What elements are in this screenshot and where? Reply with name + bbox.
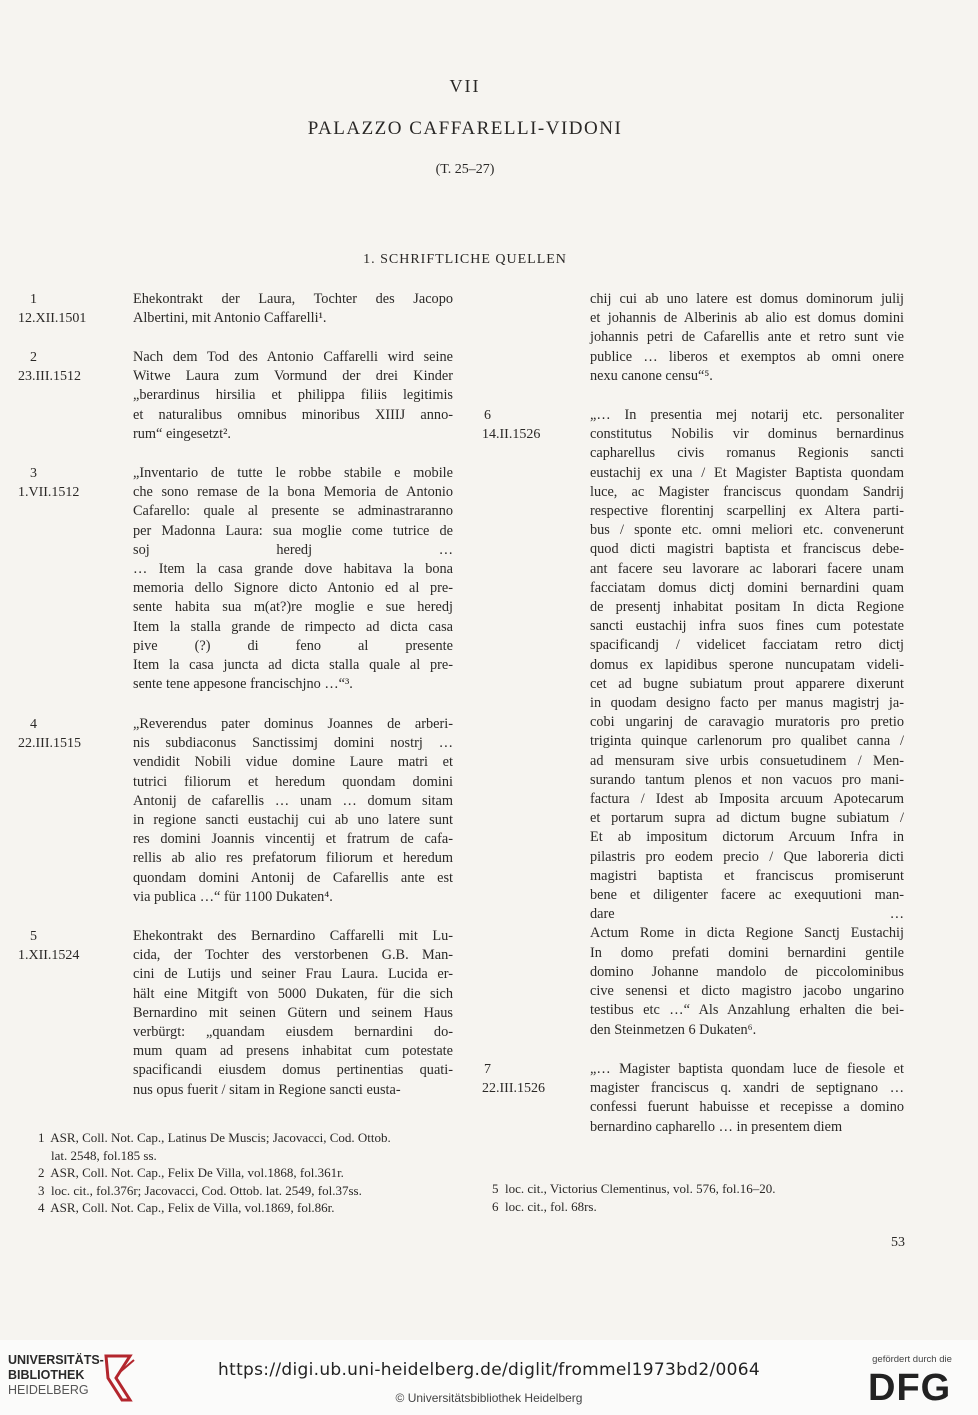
text-line: capharellus civis romanus Regionis sancti <box>590 445 904 462</box>
entry-text <box>133 290 453 328</box>
entry-date: 1.VII.1512 <box>18 485 80 500</box>
text-line: den Steinmetzen 6 Dukaten⁶. <box>590 1021 757 1038</box>
entry-text-continued <box>590 290 904 386</box>
entry-date: 12.XII.1501 <box>18 311 87 326</box>
text-line: facciatam domus dictj domini bernardini quam <box>590 579 904 596</box>
text-line: „… Magister baptista quondam luce de fiesole et <box>590 1061 904 1077</box>
entry-date: 14.II.1526 <box>482 427 541 442</box>
entry-date: 1.XII.1524 <box>18 948 80 963</box>
text-line: magister franciscus q. xandri de septignano … <box>590 1080 904 1097</box>
funding-note: gefördert durch die <box>872 1354 952 1365</box>
text-line: nexu canone censu“⁵. <box>590 367 713 384</box>
footnotes-left <box>38 1129 458 1217</box>
text-line: bene et diligenter facere ac exequutioni man- <box>590 887 904 904</box>
text-line: in quodam designo facto per manus magistrj ja- <box>590 695 904 712</box>
text-line: Item la casa juncta ad dicta stalla quale al pre- <box>133 657 453 674</box>
entry-text <box>590 406 904 1040</box>
text-line: … Item la casa grande dove habitava la bona <box>133 561 453 578</box>
entry-text <box>590 1060 904 1137</box>
footnote: 1 ASR, Coll. Not. Cap., Latinus De Muscis; Jacovacci, Cod. Ottob. <box>38 1130 391 1145</box>
text-line: via publica …“ für 1100 Dukaten⁴. <box>133 888 333 905</box>
footnotes-right <box>492 1180 912 1215</box>
text-line: sente tene appesone francischjno …“³. <box>133 676 353 693</box>
text-line: ad mensuram sive urbis consuetudinem / Men- <box>590 752 904 769</box>
footnote: 6 loc. cit., fol. 68rs. <box>492 1198 597 1214</box>
library-name-line: HEIDELBERG <box>8 1383 89 1397</box>
text-line: luce, ac Magister franciscus quondam Sandrij <box>590 483 904 500</box>
text-line: pilastris pro eodem precio / Que laboreria dicti <box>590 848 904 865</box>
library-name-line: BIBLIOTHEK <box>8 1368 85 1382</box>
text-line: Ehekontrakt des Bernardino Caffarelli mit Lu- <box>133 928 453 944</box>
plate-reference: (T. 25–27) <box>435 162 495 177</box>
text-line: pive (?) di feno al presente <box>133 637 453 654</box>
text-line: cini de Lutijs und seiner Frau Laura. Lucida er- <box>133 966 453 983</box>
text-line: spacificandj / videlicet facciatam retro dictj <box>590 637 904 654</box>
text-line: chij cui ab uno latere est domus dominorum julij <box>590 291 904 307</box>
text-line: Albertini, mit Antonio Caffarelli¹. <box>133 310 327 327</box>
section-heading: 1. SCHRIFTLICHE QUELLEN <box>363 252 567 267</box>
text-line: Bernardino mit seinen Gütern und seinem Haus <box>133 1004 453 1021</box>
text-line: „Reverendus pater dominus Joannes de arberi- <box>133 716 453 732</box>
footnote: 5 loc. cit., Victorius Clementinus, vol. 576, fol.16–20. <box>492 1181 776 1196</box>
text-line: bus / sponte etc. omni meliori etc. convenerunt <box>590 522 904 539</box>
text-line: cida, der Tochter des verstorbenen G.B. Man- <box>133 947 453 964</box>
text-line: cobi ungarinj de caravagio muratoris pro pretio <box>590 714 904 731</box>
text-line: domus ex lapidibus sperone nuncupatam videli- <box>590 656 904 673</box>
entry-date: 22.III.1526 <box>482 1081 545 1096</box>
text-line: soj heredj … <box>133 541 453 558</box>
text-line: cive senensi et dicto magistro jacobo ungarino <box>590 983 904 1000</box>
text-line: vendidit Nobili vidue domine Laure matri et <box>133 754 453 771</box>
text-line: mum quam ad presens inhabitat cum potestate <box>133 1043 453 1060</box>
text-line: ant facere seu lavorare ac laborari facere unam <box>590 560 904 577</box>
text-line: constitutus Nobilis vir dominus bernardinus <box>590 426 904 443</box>
text-line: hält eine Mitgift von 5000 Dukaten, für die sich <box>133 985 453 1002</box>
text-line: domino Johanne mandolo de piccolominibus <box>590 963 904 980</box>
footnote: 2 ASR, Coll. Not. Cap., Felix De Villa, vol.1868, fol.361r. <box>38 1165 344 1180</box>
text-line: sente habita sua m(at?)re moglie e sue heredj <box>133 599 453 616</box>
text-line: Cafarello: quale al presente se adminastraranno <box>133 503 453 520</box>
footnote: 3 loc. cit., fol.376r; Jacovacci, Cod. Ottob. lat. 2549, fol.37ss. <box>38 1182 362 1198</box>
entry-text <box>133 715 453 907</box>
page-number: 53 <box>891 1235 905 1250</box>
text-line: triginta quinque carlenorum pro qualibet canna / <box>590 733 904 750</box>
text-line: cet ad bugne subiatum prout apparere dixerunt <box>590 675 904 692</box>
text-line: „Inventario de tutte le robbe stabile e mobile <box>133 465 453 481</box>
text-line: In domo prefati domini bernardini gentile <box>590 944 904 961</box>
text-line: „… In presentia mej notarij etc. personaliter <box>590 407 904 423</box>
text-line: che sono remase de la bona Memoria de Antonio <box>133 484 453 501</box>
entry-number: 4 <box>30 717 37 732</box>
text-line: dare … <box>590 906 904 923</box>
entry-date: 22.III.1515 <box>18 736 81 751</box>
text-line: Item la stalla grande de rimpecto ad dicta casa <box>133 618 453 635</box>
text-line: Et ab impositum dictorum Arcuum Infra in <box>590 829 904 846</box>
text-line: rum“ eingesetzt². <box>133 425 231 442</box>
permalink-url[interactable]: https://digi.ub.uni-heidelberg.de/diglit/frommel1973bd2/0064 <box>218 1360 760 1380</box>
text-line: spacificandi eiusdem domus pertinentias quati- <box>133 1062 453 1079</box>
text-line: verbürgt: „quandam eiusdem bernardini do- <box>133 1024 453 1041</box>
entry-number: 7 <box>484 1062 491 1077</box>
chapter-title: PALAZZO CAFFARELLI-VIDONI <box>307 118 623 139</box>
entry-number: 5 <box>30 929 37 944</box>
text-line: factura / Idest ab Imposita arcuum Apotecarum <box>590 791 904 808</box>
text-line: testibus etc …“ Als Anzahlung erhalten die bei- <box>590 1002 904 1019</box>
entry-text <box>133 464 453 694</box>
text-line: quod dicti magistri baptista et franciscus debe- <box>590 541 904 558</box>
text-line: eustachij ex una / Et Magister Baptista quondam <box>590 464 904 481</box>
dfg-logo: DFG <box>868 1367 952 1409</box>
entry-number: 6 <box>484 408 491 423</box>
copyright-notice: © Universitätsbibliothek Heidelberg <box>395 1391 583 1405</box>
text-line: tutrici filiorum et heredum quondam domini <box>133 773 453 790</box>
text-line: confessi fuerunt habuisse et recepisse a domino <box>590 1099 904 1116</box>
text-line: Witwe Laura zum Vormund der drei Kinder <box>133 368 453 385</box>
text-line: et johannis de Alberinis ab alio est domus domini <box>590 310 904 327</box>
text-line: de presentj inhabitat positam In dicta Regione <box>590 599 904 616</box>
footnote: 4 ASR, Coll. Not. Cap., Felix de Villa, vol.1869, fol.86r. <box>38 1200 335 1215</box>
chapter-number: VII <box>449 76 481 96</box>
entry-number: 3 <box>30 466 37 481</box>
entry-number: 1 <box>30 292 37 307</box>
text-line: Actum Rome in dicta Regione Sanctj Eustachij <box>590 925 904 942</box>
entry-text <box>133 927 453 1100</box>
text-line: nus opus fuerit / sitam in Regione sancti eusta- <box>133 1081 401 1098</box>
text-line: quondam domini Antonij de Cafarellis ante est <box>133 869 453 886</box>
text-line: sancti eustachij infra suos fines cum potestate <box>590 618 904 635</box>
text-line: magistri baptista et franciscus promiserunt <box>590 867 904 884</box>
footnote: lat. 2548, fol.185 ss. <box>38 1147 157 1163</box>
text-line: respective florentinj scarpellinj ex Altera parti- <box>590 503 904 520</box>
text-line: memoria dello Signore dicto Antonio ed al pre- <box>133 580 453 597</box>
text-line: et naturalibus omnibus minoribus XIIIJ anno- <box>133 406 453 423</box>
entry-number: 2 <box>30 350 37 365</box>
text-line: johannis petri de Cafarellis ante et retro sunt vie <box>590 329 904 346</box>
text-line: in regione sancti eustachij cui ab uno latere sunt <box>133 812 453 829</box>
entry-text <box>133 348 453 444</box>
text-line: res domini Joannis vincentij et fratrum de cafa- <box>133 831 453 848</box>
library-name-line: UNIVERSITÄTS- <box>8 1353 104 1367</box>
text-line: rellis ab alio res prefatorum filiorum et heredum <box>133 850 453 867</box>
text-line: surando tantum plenos et non vacuos pro mani- <box>590 771 904 788</box>
text-line: publice … liberos et exemptos ab omni onere <box>590 348 904 365</box>
entry-date: 23.III.1512 <box>18 369 81 384</box>
text-line: Antonij de cafarellis … unam … domum sitam <box>133 792 453 809</box>
text-line: „berardinus hirsilia et philippa filiis legitimis <box>133 387 453 404</box>
text-line: bernardino capharello … in presentem diem <box>590 1118 843 1135</box>
text-line: nis subdiaconus Sanctissimj domini nostrj … <box>133 735 453 752</box>
text-line: per Madonna Laura: sua moglie come tutrice de <box>133 522 453 539</box>
text-line: et portarum supra ad dictum bugne subiatum / <box>590 810 904 827</box>
text-line: Ehekontrakt der Laura, Tochter des Jacopo <box>133 291 453 307</box>
text-line: Nach dem Tod des Antonio Caffarelli wird seine <box>133 349 453 365</box>
